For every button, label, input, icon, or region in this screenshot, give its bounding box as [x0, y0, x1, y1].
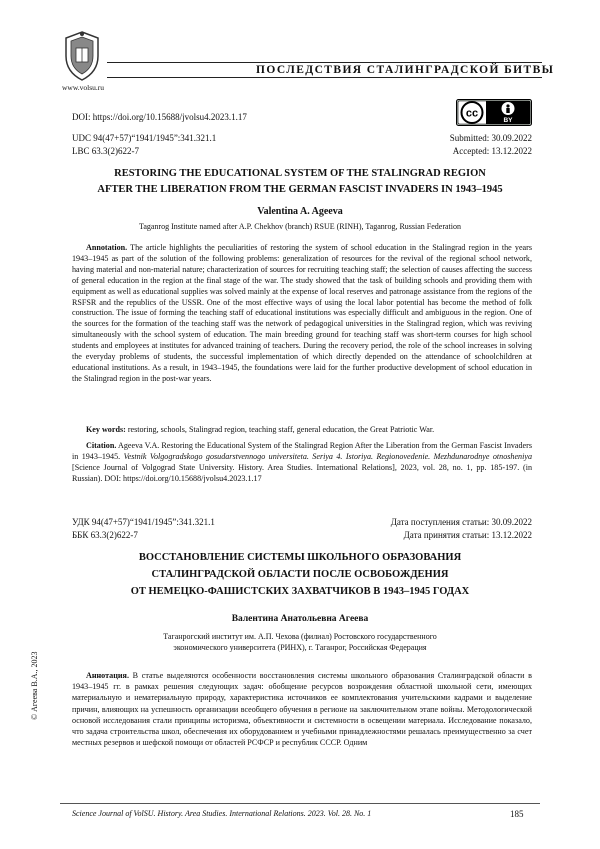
keywords-en: [72, 425, 532, 436]
header-rule-bottom: [107, 77, 542, 78]
annotation-ru-label: Аннотация.: [86, 671, 129, 680]
citation-label: Citation.: [86, 441, 117, 450]
citation-part-1: Ageeva V.A. Restoring the Educational System of the Stalingrad Region After the Liberation from the German Fascist Invaders in 1943–1945.: [72, 441, 532, 461]
submitted-date: Submitted: 30.09.2022: [449, 133, 532, 143]
footer-rule: [60, 803, 540, 804]
annotation-ru: [72, 670, 532, 748]
author-ru: Валентина Анатольевна Агеева: [231, 614, 369, 624]
keywords-text: restoring, schools, Stalingrad region, teaching staff, general education, the Great Patriotic War.: [125, 425, 435, 434]
title-ru-line-3: ОТ НЕМЕЦКО-ФАШИСТСКИХ ЗАХВАТЧИКОВ В 1943–1945 ГОДАХ: [130, 586, 470, 597]
title-en-line-1: RESTORING THE EDUCATIONAL SYSTEM OF THE STALINGRAD REGION: [114, 168, 486, 179]
affiliation-ru-line-2: экономического университета (РИНХ), г. Таганрог, Российская Федерация: [173, 643, 427, 652]
citation-en: [72, 441, 532, 485]
citation-journal: Vestnik Volgogradskogo gosudarstvennogo universiteta. Seriya 4. Istoriya. Regionovedenie. Mezhdunarodnye otnosheniya: [123, 451, 532, 461]
accepted-date: Accepted: 13.12.2022: [452, 146, 532, 156]
site-url[interactable]: www.volsu.ru: [62, 83, 105, 92]
annotation-label: Annotation.: [86, 243, 128, 252]
title-ru-line-2: СТАЛИНГРАДСКОЙ ОБЛАСТИ ПОСЛЕ ОСВОБОЖДЕНИЯ: [151, 569, 449, 580]
udc-en: UDC 94(47+57)“1941/1945”:341.321.1: [72, 133, 217, 143]
affiliation-ru: [60, 631, 540, 653]
annotation-text: The article highlights the peculiarities of restoring the system of school education in the Stalingrad region in the years 1943–1945 as part of the solution of the following problems: generalization of resources for the revival of the regional school network, having material and non-material nature; characterization of sources for recruiting teaching staff; the selection of causes affecting the success of general education in the region at the final stage of the war. The study showed that the task of building schools and providing them with equipment as well as educational supplies was solved mainly at the expense of local reserves and patronage assistance from the regions of the RSFSR and the republics of the USSR. One of the most effective ways of using the local labor potential has become the method of folk construction. The issue of forming the teaching staff of educational institutions was especially difficult and ambiguous in the region. One of the sources for the formation of the teaching staff was the network of pedagogical universities in the Stalingrad region, which was reviving simultaneously with the school system of education. The main breeding ground for teaching staff was short-term courses for high school students and employees at institutes for advanced training of teachers. During the recovery period, the role of the school increases in solving the everyday problems of students, the successful implementation of which directly depended on the attendance of schoolchildren at educational institutions. As a result, in 1943–1945, the foundations were laid for the further productive development of school education in the Stalingrad region in the post-war years.: [72, 243, 532, 383]
lbc-en: LBC 63.3(2)622-7: [72, 146, 139, 156]
article-title-en: [60, 166, 540, 198]
svg-text:cc: cc: [465, 107, 479, 120]
affiliation-en: Taganrog Institute named after A.P. Chekhov (branch) RSUE (RINH), Taganrog, Russian Federation: [139, 222, 461, 231]
bbk-ru: ББК 63.3(2)622-7: [72, 530, 138, 540]
page-number: 185: [510, 809, 524, 819]
cc-by-label: BY: [503, 117, 513, 124]
udc-ru: УДК 94(47+57)“1941/1945”:341.321.1: [72, 517, 215, 527]
journal-footer: Science Journal of VolSU. History. Area Studies. International Relations. 2023. Vol. 28. No. 1: [72, 809, 372, 818]
received-date-ru: Дата поступления статьи: 30.09.2022: [390, 517, 532, 527]
copyright-text: © Агеева В.А., 2023: [30, 651, 39, 720]
doi-link[interactable]: DOI: https://doi.org/10.15688/jvolsu4.2023.1.17: [72, 112, 247, 122]
university-crest-icon: [62, 30, 102, 82]
annotation-en: [72, 243, 532, 385]
cc-by-license-icon[interactable]: [456, 99, 532, 126]
accepted-date-ru: Дата принятия статьи: 13.12.2022: [403, 530, 532, 540]
affiliation-ru-line-1: Таганрогский институт им. А.П. Чехова (филиал) Ростовского государственного: [163, 632, 437, 641]
section-title: ПОСЛЕДСТВИЯ СТАЛИНГРАДСКОЙ БИТВЫ: [256, 64, 555, 76]
citation-part-2: [Science Journal of Volgograd State University. History. Area Studies. International Relations], 2023, vol. 28, no. 1, pp. 185-197. (in Russian). DOI: https://doi.org/10.15688/jvolsu4.2023.1.17: [72, 462, 532, 483]
header-rule-top: [107, 62, 542, 63]
article-title-ru: [60, 549, 540, 600]
title-en-line-2: AFTER THE LIBERATION FROM THE GERMAN FASCIST INVADERS IN 1943–1945: [97, 184, 503, 195]
author-en: Valentina A. Ageeva: [257, 206, 343, 217]
annotation-ru-text: В статье выделяются особенности восстановления системы школьного образования Сталинградской области в 1943–1945 гг. в рамках решения следующих задач: обобщение ресурсов возрождения областной школьной сети, имеющих материальную и нематериальную природу, характеристика источников ее комплектования учительскими кадрами и выделение причин, влияющих на успешность организации всеобщего обучения в регионе на заключительном этапе войны. Методологической основой исследования стали принципы историзма, объективности и системности в освещении материала. Исследование показало, что задача строительства школ, обеспечения их оборудованием и учебными принадлежностями решалась преимущественно за счет местных резервов и шефской помощи от областей РСФСР и республик СССР. Одним: [72, 671, 532, 748]
title-ru-line-1: ВОССТАНОВЛЕНИЕ СИСТЕМЫ ШКОЛЬНОГО ОБРАЗОВАНИЯ: [138, 552, 462, 563]
keywords-label: Key words:: [86, 425, 126, 434]
